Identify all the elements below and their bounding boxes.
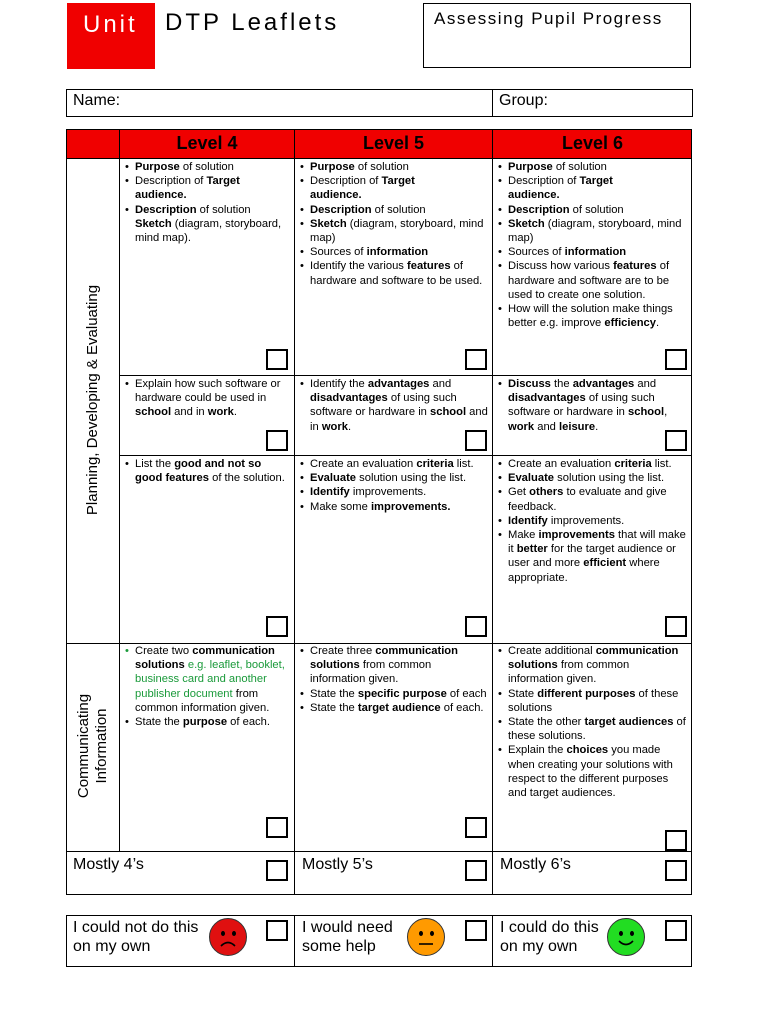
list-item: • Purpose of solution	[125, 161, 234, 173]
checkbox-l6-r3[interactable]	[665, 616, 687, 637]
could-not-label: I could not do this on my own	[73, 919, 199, 955]
divider	[492, 90, 493, 116]
mostly-6-label: Mostly 6’s	[500, 856, 571, 873]
cell-l5-r1	[297, 160, 489, 288]
grid-line	[119, 455, 692, 456]
list-item: • How will the solution make things better e.g. improve efficiency.	[498, 303, 673, 330]
checkbox-can-do[interactable]	[665, 920, 687, 941]
list-item: • Description of Target audience.	[498, 175, 613, 202]
sad-face-icon	[209, 918, 247, 956]
grid-line	[294, 129, 295, 895]
self-assessment-row	[66, 915, 692, 967]
list-item: • Make improvements that will make it better for the target audience or user and more efficient where appropriate.	[498, 529, 686, 584]
checkbox-l4-r3[interactable]	[266, 616, 288, 637]
grid-line	[66, 915, 692, 916]
list-item: • Evaluate solution using the list.	[300, 472, 467, 485]
grid-line	[66, 915, 67, 967]
list-item: • State the target audience of each.	[300, 701, 484, 714]
grid-line	[66, 129, 692, 130]
need-help-label: I would need some help	[302, 919, 393, 955]
section-communicating-line2: Information	[93, 708, 110, 784]
cell-l6-r3	[495, 457, 687, 585]
group-field[interactable]: Group:	[499, 92, 548, 109]
cell-l5-r3	[297, 457, 489, 514]
list-item: • Identify the advantages and disadvantages of using such software or hardware in school and in work.	[300, 378, 488, 433]
list-item: • Description of Target audience.	[125, 175, 240, 202]
grid-line	[492, 129, 493, 895]
grid-line	[66, 158, 692, 159]
list-item: • Description of solution Sketch (diagram, storyboard, mind map).	[125, 203, 282, 245]
checkbox-l5-r3[interactable]	[465, 616, 487, 637]
cell-l4-r4	[122, 644, 290, 729]
checkbox-l4-r4[interactable]	[266, 817, 288, 838]
assessing-label: Assessing Pupil Progress	[434, 9, 663, 28]
neutral-face-icon	[407, 918, 445, 956]
grid-line	[119, 375, 692, 376]
cell-l5-r2	[297, 377, 489, 434]
list-item: • Create an evaluation criteria list.	[300, 458, 474, 470]
grid-line	[294, 915, 295, 967]
list-item: • Identify improvements.	[300, 486, 427, 499]
grid-line	[66, 851, 692, 852]
checkbox-mostly-5[interactable]	[465, 860, 487, 881]
list-item: • Sources of information	[300, 246, 429, 259]
list-item: • Evaluate solution using the list.	[498, 472, 665, 485]
unit-label: Unit	[83, 11, 138, 38]
checkbox-l5-r4[interactable]	[465, 817, 487, 838]
checkbox-l4-r1[interactable]	[266, 349, 288, 370]
cell-l6-r2	[495, 377, 687, 434]
list-item: • State different purposes of these solutions	[498, 687, 679, 714]
level-6-heading: Level 6	[561, 133, 624, 153]
document-title: DTP Leaflets	[165, 9, 340, 36]
list-item: • Get others to evaluate and give feedback.	[498, 486, 667, 513]
list-item: • Discuss how various features of hardware and software are to be used to create one solution.	[498, 260, 670, 301]
checkbox-l5-r1[interactable]	[465, 349, 487, 370]
section-planning-label: Planning, Developing & Evaluating	[84, 284, 101, 516]
cell-l5-r4	[297, 644, 489, 715]
checkbox-l6-r1[interactable]	[665, 349, 687, 370]
checkbox-l6-r2[interactable]	[665, 430, 687, 451]
list-item: • Explain how such software or hardware could be used in school and in work.	[125, 378, 281, 419]
list-item: • Create an evaluation criteria list.	[498, 458, 672, 470]
list-item: • State the purpose of each.	[125, 716, 270, 729]
name-field[interactable]: Name:	[73, 92, 121, 109]
list-item: • Explain the choices you made when creating your solutions with respect to the different purposes and target audiences.	[498, 744, 673, 800]
grid-line	[66, 129, 67, 895]
list-item: • Description of solution	[498, 203, 624, 216]
checkbox-l6-r4[interactable]	[665, 830, 687, 851]
level-5-heading: Level 5	[362, 133, 425, 153]
happy-face-icon	[607, 918, 645, 956]
cell-l4-r1	[122, 160, 290, 245]
name-group-row	[66, 89, 693, 117]
cell-l4-r2	[122, 377, 290, 420]
list-item: • List the good and not so good features of the solution.	[125, 458, 285, 485]
list-item: • State the other target audiences of these solutions.	[498, 716, 686, 743]
assessing-box	[423, 3, 691, 68]
checkbox-could-not[interactable]	[266, 920, 288, 941]
grid-line	[691, 129, 692, 895]
list-item: • Purpose of solution	[300, 161, 409, 173]
list-item: • Description of Target audience.	[300, 175, 415, 202]
list-item: • Identify improvements.	[498, 514, 625, 527]
cell-l6-r4	[495, 644, 687, 800]
list-item: • Sketch (diagram, storyboard, mind map)	[300, 217, 484, 245]
mostly-5-label: Mostly 5’s	[302, 856, 373, 873]
assessment-grid	[66, 129, 692, 895]
list-item: • Sketch (diagram, storyboard, mind map)	[498, 217, 682, 245]
list-item: • State the specific purpose of each	[300, 687, 487, 700]
cell-l4-r3	[122, 457, 290, 485]
list-item: • Purpose of solution	[498, 161, 607, 173]
grid-line	[492, 915, 493, 967]
grid-line	[691, 915, 692, 967]
section-communicating-line1: Communicating	[75, 693, 92, 799]
grid-line	[66, 966, 692, 967]
list-item: • Create three communication solutions from common information given.	[300, 645, 458, 686]
list-item: • Description of solution	[300, 203, 426, 216]
section-communicating-label	[75, 685, 111, 807]
can-do-label: I could do this on my own	[500, 919, 599, 955]
list-item: • Make some improvements.	[300, 500, 451, 513]
grid-line	[119, 129, 120, 851]
level-4-heading: Level 4	[176, 133, 238, 153]
checkbox-l5-r2[interactable]	[465, 430, 487, 451]
checkbox-mostly-4[interactable]	[266, 860, 288, 881]
checkbox-need-help[interactable]	[465, 920, 487, 941]
unit-badge	[67, 3, 155, 69]
list-item: • Identify the various features of hardware and software to be used.	[300, 260, 483, 287]
checkbox-l4-r2[interactable]	[266, 430, 288, 451]
list-item: • Discuss the advantages and disadvantages of using such software or hardware in school, work and leisure.	[498, 378, 668, 433]
list-item: • Sources of information	[498, 246, 627, 259]
list-item: • Create additional communication solutions from common information given.	[498, 645, 679, 686]
grid-line	[66, 894, 692, 895]
checkbox-mostly-6[interactable]	[665, 860, 687, 881]
mostly-4-label: Mostly 4’s	[73, 856, 144, 873]
list-item: • Create two communication solutions e.g. leaflet, booklet, business card and another publisher document from common information given.	[125, 645, 285, 714]
cell-l6-r1	[495, 160, 687, 330]
